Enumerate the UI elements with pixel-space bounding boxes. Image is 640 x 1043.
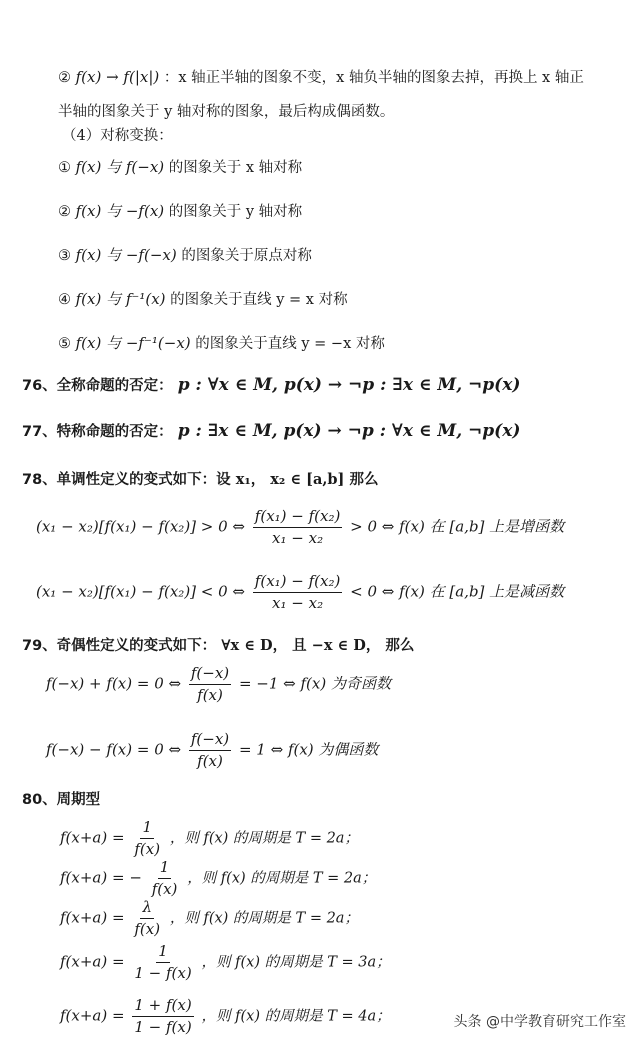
fraction	[253, 507, 343, 548]
watermark: 头条 @中学教育研究工作室	[453, 1014, 626, 1030]
formula: f(x) 与 −f(−x)	[75, 246, 177, 264]
symmetry-item	[58, 288, 348, 309]
item-79	[22, 634, 414, 655]
item-label: 、特称命题的否定：	[42, 423, 173, 440]
symmetry-item	[58, 244, 312, 265]
period-row	[60, 818, 359, 859]
fraction	[132, 898, 162, 939]
formula-right: < 0 ⇔ f(x) 在 [a,b] 上是减函数	[350, 582, 565, 601]
formula-left: f(x+a) =	[60, 952, 125, 971]
formula-left: f(x+a) = −	[60, 868, 142, 887]
item-number: 76	[22, 378, 43, 394]
formula-right: ，则 f(x) 的周期是 T = 2a；	[169, 910, 359, 927]
formula: f(x) 与 −f⁻¹(−x)	[75, 334, 191, 352]
item-label: 、单调性定义的变式如下：设 x₁， x₂ ∈ [a,b] 那么	[42, 471, 379, 488]
period-row	[60, 898, 359, 939]
even-criterion	[46, 730, 378, 771]
numerator: f(−x)	[189, 730, 231, 751]
description: 的图象关于直线 y = −x 对称	[195, 336, 385, 352]
numerator: 1 + f(x)	[132, 996, 193, 1017]
formula-right: ，则 f(x) 的周期是 T = 3a；	[201, 954, 391, 971]
item-78	[22, 468, 378, 489]
transform-abs-line1	[58, 66, 584, 87]
period-row	[60, 996, 391, 1037]
formula-left: f(−x) − f(x) = 0 ⇔	[46, 740, 182, 759]
circle-number: ②	[58, 204, 71, 220]
item-number: 78	[22, 472, 43, 488]
description: 半轴的图象关于 y 轴对称的图象，最后构成偶函数。	[58, 104, 395, 120]
numerator: λ	[140, 898, 154, 919]
formula: f(x) 与 −f(x)	[75, 202, 165, 220]
denominator: 1 − f(x)	[134, 1017, 192, 1036]
numerator: f(x₁) − f(x₂)	[253, 507, 343, 528]
formula: p : ∀x ∈ M, p(x) → ¬p : ∃x ∈ M, ¬p(x)	[177, 375, 521, 395]
formula-left: (x₁ − x₂)[f(x₁) − f(x₂)] > 0 ⇔	[36, 517, 246, 536]
description: 的图象关于 x 轴对称	[168, 160, 303, 176]
item-label: 、奇偶性定义的变式如下： ∀x ∈ D， 且 −x ∈ D， 那么	[42, 637, 415, 654]
denominator: f(x)	[134, 919, 161, 938]
numerator: f(−x)	[189, 664, 231, 685]
fraction	[150, 858, 180, 899]
period-row	[60, 858, 376, 899]
fraction	[132, 942, 193, 983]
circle-number: ④	[58, 292, 71, 308]
formula: p : ∃x ∈ M, p(x) → ¬p : ∀x ∈ M, ¬p(x)	[177, 421, 521, 441]
item-76	[22, 374, 520, 395]
formula-left: f(x+a) =	[60, 828, 125, 847]
denominator: f(x)	[134, 839, 161, 858]
circle-number: ⑤	[58, 336, 71, 352]
item-number: 79	[22, 638, 43, 654]
circle-number: ②	[58, 70, 71, 86]
formula-left: f(x+a) =	[60, 1006, 125, 1025]
denominator: f(x)	[197, 751, 223, 770]
formula-right: = −1 ⇔ f(x) 为奇函数	[238, 674, 391, 693]
circle-number: ③	[58, 248, 71, 264]
circle-number: ①	[58, 160, 71, 176]
description: 的图象关于直线 y = x 对称	[170, 292, 348, 308]
formula-left: f(−x) + f(x) = 0 ⇔	[46, 674, 182, 693]
numerator: 1	[156, 942, 170, 963]
formula-left: (x₁ − x₂)[f(x₁) − f(x₂)] < 0 ⇔	[36, 582, 246, 601]
symmetry-item	[58, 200, 302, 221]
symmetry-item	[58, 332, 385, 353]
odd-criterion	[46, 664, 391, 705]
formula-right: ，则 f(x) 的周期是 T = 4a；	[201, 1008, 391, 1025]
description: 的图象关于 y 轴对称	[168, 204, 303, 220]
formula-right: ，则 f(x) 的周期是 T = 2a；	[187, 870, 377, 887]
numerator: 1	[158, 858, 172, 879]
numerator: 1	[140, 818, 154, 839]
decreasing-criterion	[36, 572, 564, 613]
description: ：x 轴正半轴的图象不变，x 轴负半轴的图象去掉，再换上 x 轴正	[163, 70, 584, 86]
section-heading: （4）对称变换：	[62, 128, 173, 144]
numerator: f(x₁) − f(x₂)	[253, 572, 343, 593]
item-number: 77	[22, 424, 43, 440]
increasing-criterion	[36, 507, 564, 548]
denominator: f(x)	[151, 879, 178, 898]
formula-right: > 0 ⇔ f(x) 在 [a,b] 上是增函数	[350, 517, 565, 536]
fraction	[189, 664, 231, 705]
formula-right: = 1 ⇔ f(x) 为偶函数	[238, 740, 379, 759]
transform-abs-line2	[58, 100, 394, 121]
description: 的图象关于原点对称	[181, 248, 312, 264]
fraction	[132, 818, 162, 859]
period-row	[60, 942, 391, 983]
symmetry-item	[58, 156, 302, 177]
item-77	[22, 420, 520, 441]
item-number: 80	[22, 792, 43, 808]
denominator: x₁ − x₂	[272, 593, 324, 612]
fraction	[189, 730, 231, 771]
item-label: 、周期型	[42, 791, 101, 808]
formula: f(x) 与 f(−x)	[75, 158, 165, 176]
item-label: 、全称命题的否定：	[42, 377, 173, 394]
item-80	[22, 788, 100, 809]
fraction	[253, 572, 343, 613]
formula-right: ，则 f(x) 的周期是 T = 2a；	[169, 830, 359, 847]
denominator: f(x)	[197, 685, 223, 704]
denominator: x₁ − x₂	[272, 528, 324, 547]
formula: f(x) 与 f⁻¹(x)	[75, 290, 166, 308]
formula: f(x) → f(|x|)	[75, 68, 160, 86]
formula-left: f(x+a) =	[60, 908, 125, 927]
denominator: 1 − f(x)	[134, 963, 192, 982]
fraction	[132, 996, 193, 1037]
